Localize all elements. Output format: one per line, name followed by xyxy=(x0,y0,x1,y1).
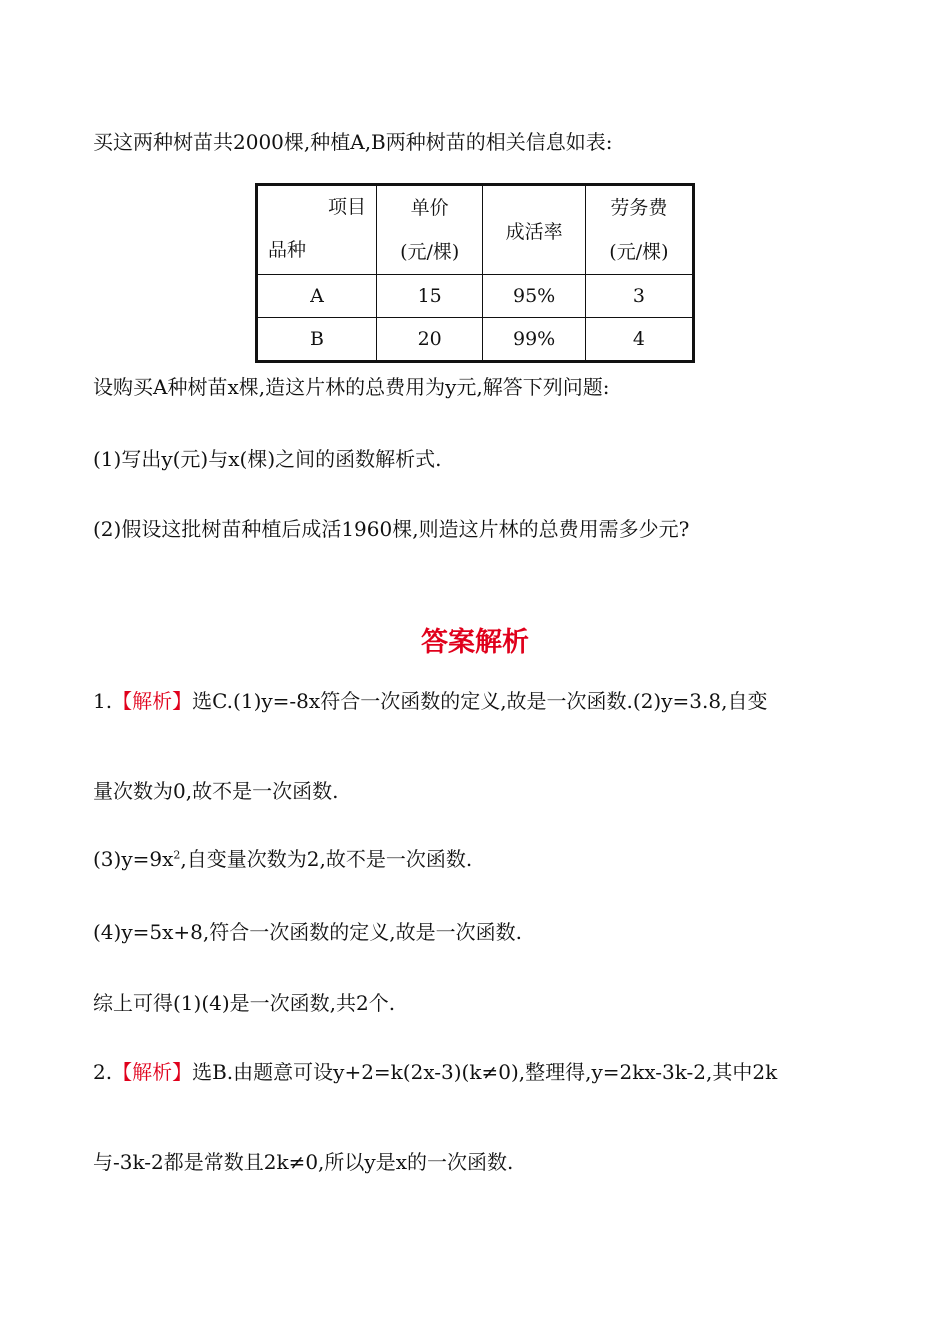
answer-2-text-1: 选B.由题意可设y+2=k(2x-3)(k≠0),整理得,y=2kx-3k-2,其中2k xyxy=(192,1060,778,1084)
answer-1-line-1 xyxy=(93,691,767,711)
question-1: (1)写出y(元)与x(棵)之间的函数解析式. xyxy=(93,447,442,471)
answer-1-line-5: 综上可得(1)(4)是一次函数,共2个. xyxy=(93,991,396,1015)
setup-text: 设购买A种树苗x棵,造这片林的总费用为y元,解答下列问题: xyxy=(93,375,610,399)
cell-labor: 3 xyxy=(585,275,693,318)
answer-1-text-3b: ,自变量次数为2,故不是一次函数. xyxy=(180,847,473,871)
header-labor xyxy=(585,185,693,275)
header-price-unit: (元/棵) xyxy=(400,241,460,263)
corner-bottom-label: 品种 xyxy=(268,239,307,261)
header-price-label: 单价 xyxy=(410,197,449,219)
question-2: (2)假设这批树苗种植后成活1960棵,则造这片林的总费用需多少元? xyxy=(93,517,690,541)
answer-2-number: 2. xyxy=(93,1060,113,1084)
answer-1-line-2: 量次数为0,故不是一次函数. xyxy=(93,779,339,803)
answer-1-number: 1. xyxy=(93,689,113,713)
answer-1-line-3 xyxy=(93,849,472,869)
exponent: 2 xyxy=(173,848,181,862)
cell-labor: 4 xyxy=(585,318,693,362)
table-row xyxy=(257,275,694,318)
intro-text: 买这两种树苗共2000棵,种植A,B两种树苗的相关信息如表: xyxy=(93,130,613,154)
analysis-tag: 【解析】 xyxy=(112,1060,193,1084)
cell-rate: 99% xyxy=(483,318,585,362)
header-price xyxy=(377,185,483,275)
cell-kind: A xyxy=(257,275,377,318)
answer-2-line-1 xyxy=(93,1062,777,1082)
analysis-tag: 【解析】 xyxy=(112,689,193,713)
answer-1-text-3a: (3)y=9x xyxy=(93,847,174,871)
cell-price: 15 xyxy=(377,275,483,318)
answer-1-text-1: 选C.(1)y=-8x符合一次函数的定义,故是一次函数.(2)y=3.8,自变 xyxy=(192,689,768,713)
answer-2-line-2: 与-3k-2都是常数且2k≠0,所以y是x的一次函数. xyxy=(93,1150,514,1174)
answer-1-line-4: (4)y=5x+8,符合一次函数的定义,故是一次函数. xyxy=(93,920,522,944)
cell-kind: B xyxy=(257,318,377,362)
table-row xyxy=(257,318,694,362)
header-survival: 成活率 xyxy=(483,185,585,275)
cell-rate: 95% xyxy=(483,275,585,318)
cell-price: 20 xyxy=(377,318,483,362)
table-header-row xyxy=(257,185,694,275)
corner-top-label: 项目 xyxy=(327,196,366,218)
header-labor-unit: (元/棵) xyxy=(609,241,669,263)
seedling-info-table xyxy=(255,183,695,363)
header-labor-label: 劳务费 xyxy=(610,197,668,219)
answer-section-title: 答案解析 xyxy=(421,627,529,658)
corner-cell xyxy=(257,185,377,275)
